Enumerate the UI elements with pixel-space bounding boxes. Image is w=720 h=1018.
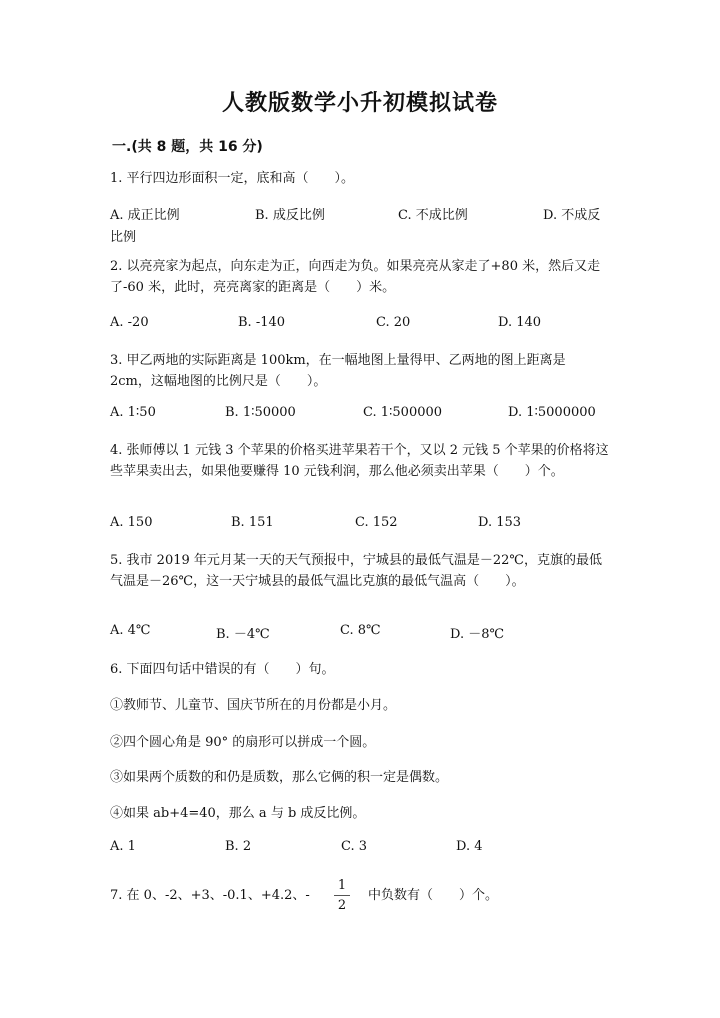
option-d: D. 4 bbox=[456, 839, 483, 854]
option-c: C. 不成比例 bbox=[398, 208, 468, 223]
question-5-text: 5. 我市 2019 年元月某一天的天气预报中，宁城县的最低气温是－22℃，克旗的最低气温是－26℃，这一天宁城县的最低气温比克旗的最低气温高（ ）。 bbox=[110, 553, 602, 589]
option-b: B. 2 bbox=[225, 839, 252, 854]
question-2-options bbox=[110, 315, 610, 339]
question-2-text: 2. 以亮亮家为起点，向东走为正，向西走为负。如果亮亮从家走了+80 米，然后又走了-60 米，此时，亮亮离家的距离是（ ）米。 bbox=[110, 259, 601, 295]
question-6-statement-2: ②四个圆心角是 90° 的扇形可以拼成一个圆。 bbox=[110, 735, 376, 750]
option-d: D. 153 bbox=[478, 515, 522, 530]
question-3-options bbox=[110, 405, 610, 429]
option-d: D. －8℃ bbox=[450, 627, 505, 642]
option-d: D. 1∶5000000 bbox=[508, 405, 596, 420]
option-c: C. 1∶500000 bbox=[363, 405, 443, 420]
question-6-statement-1: ①教师节、儿童节、国庆节所在的月份都是小月。 bbox=[110, 698, 397, 713]
option-b: B. 1∶50000 bbox=[225, 405, 296, 420]
option-a: A. -20 bbox=[110, 315, 149, 330]
option-b: B. 151 bbox=[231, 515, 274, 530]
option-c: C. 3 bbox=[341, 839, 368, 854]
question-6-options bbox=[110, 839, 610, 863]
question-1-text: 1. 平行四边形面积一定，底和高（ ）。 bbox=[110, 171, 355, 186]
option-a: A. 1∶50 bbox=[110, 405, 156, 420]
option-d: D. 140 bbox=[498, 315, 542, 330]
question-3-text: 3. 甲乙两地的实际距离是 100km，在一幅地图上量得甲、乙两地的图上距离是 2cm，这幅地图的比例尺是（ ）。 bbox=[110, 353, 566, 389]
option-d: D. 不成反 bbox=[543, 208, 601, 223]
option-d-wrap: 比例 bbox=[110, 230, 137, 245]
option-a: A. 成正比例 bbox=[110, 208, 180, 223]
option-c: C. 20 bbox=[376, 315, 411, 330]
question-1-options bbox=[110, 204, 610, 228]
option-a: A. 1 bbox=[110, 839, 136, 854]
option-a: A. 150 bbox=[110, 515, 153, 530]
option-c: C. 8℃ bbox=[340, 623, 381, 638]
fraction-one-half bbox=[334, 878, 350, 913]
question-7-text-end: 中负数有（ ）个。 bbox=[368, 888, 499, 903]
question-4-text: 4. 张师傅以 1 元钱 3 个苹果的价格买进苹果若干个，又以 2 元钱 5 个苹果的价格将这些苹果卖出去，如果他要赚得 10 元钱利润，那么他必须卖出苹果（ ）个。 bbox=[110, 443, 609, 479]
fraction-bar bbox=[334, 895, 350, 896]
fraction-numerator: 1 bbox=[337, 878, 347, 893]
option-a: A. 4℃ bbox=[110, 623, 151, 638]
option-b: B. －4℃ bbox=[216, 627, 270, 642]
option-b: B. -140 bbox=[238, 315, 286, 330]
page-title: 人教版数学小升初模拟试卷 bbox=[221, 91, 498, 116]
question-6-statement-3: ③如果两个质数的和仍是质数，那么它俩的积一定是偶数。 bbox=[110, 770, 449, 785]
fraction-denominator: 2 bbox=[337, 898, 347, 913]
question-6-text: 6. 下面四句话中错误的有（ ）句。 bbox=[110, 662, 335, 677]
question-6-statement-4: ④如果 ab+4=40，那么 a 与 b 成反比例。 bbox=[110, 806, 366, 821]
option-c: C. 152 bbox=[355, 515, 398, 530]
section-heading: 一.(共 8 题，共 16 分) bbox=[112, 139, 263, 155]
question-4-options bbox=[110, 515, 610, 539]
question-7-text: 7. 在 0、-2、+3、-0.1、+4.2、- bbox=[110, 888, 310, 903]
question-5-options bbox=[110, 623, 610, 647]
option-b: B. 成反比例 bbox=[255, 208, 325, 223]
